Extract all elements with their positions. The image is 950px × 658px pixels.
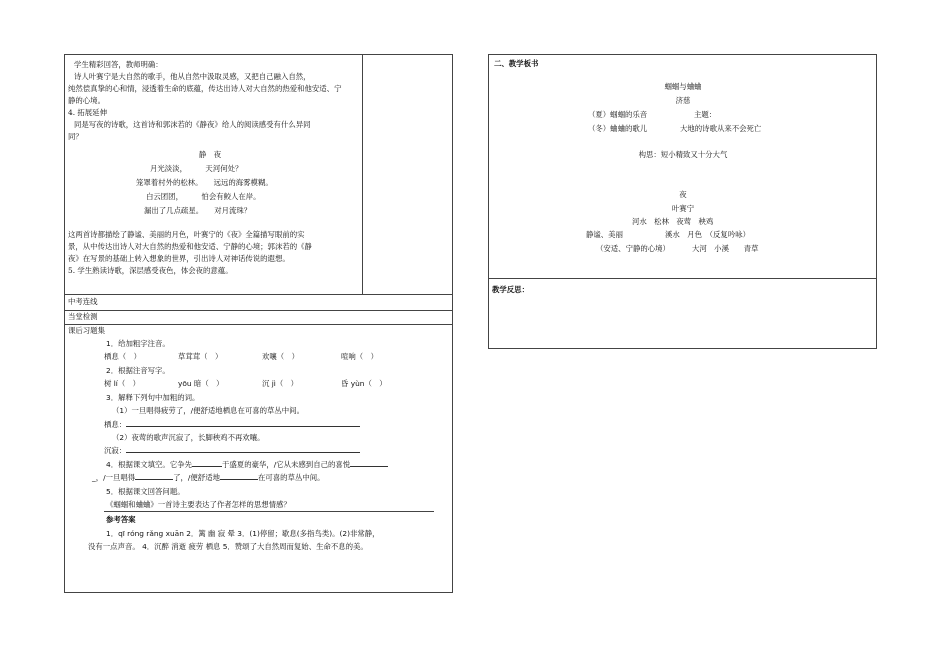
board-2-images-2: 溪水 月色 （反复吟咏）	[665, 230, 750, 239]
exercise-3: 3．解释下列句中加粗的词。	[106, 393, 200, 402]
poem-line: 漏出了几点疏星。 对月流珠？	[144, 206, 252, 215]
question-4-line-2: 同？	[68, 132, 83, 141]
answer-line-1: 这两首诗都描绘了静谧、美丽的月色，叶赛宁的《夜》全篇描写眼前的实	[68, 230, 305, 239]
section-5: 5. 学生熟读诗歌，深层感受夜色，体会夜的意蕴。	[68, 266, 233, 275]
exercise-2-item: yōu 暗（ ）	[178, 379, 224, 388]
right-row-divider	[488, 278, 877, 279]
exercise-1-item: 草茸茸（ ）	[178, 352, 223, 361]
exercise-5: 5．根据课文回答问题。	[106, 487, 185, 496]
row-exam-link: 中考连线	[68, 297, 98, 306]
exercise-5-question: 《蝈蝈和蛐蛐》一首诗主要表达了作者怎样的思想情感？	[106, 500, 291, 509]
answer-line-2: 景，从中传达出诗人对大自然的热爱和他安适、宁静的心境；郭沫若的《静	[68, 242, 312, 251]
board-1-title: 蝈蝈与蛐蛐	[664, 82, 702, 91]
analysis-line-3: 静的心境。	[68, 96, 105, 105]
exercise-2: 2．根据注音写字。	[106, 366, 170, 375]
exercise-3-answer-2: 沉寂：	[104, 446, 360, 456]
board-2-mood: （安适、宁静的心境）	[596, 244, 670, 253]
exercise-4-line-1: 4．根据课文填空。它争先 于盛夏的豪华，/它从未感到自己的喜悦	[106, 460, 388, 470]
poem-line: 笼罩着村外的松林。 远远的海雾模糊。	[136, 178, 273, 187]
board-header: 二、教学板书	[494, 59, 539, 68]
exercise-3-sentence-2: （2）夜莺的歌声沉寂了，长脚秧鸡不再欢嚷。	[112, 433, 265, 442]
poem-line: 月光淡淡， 天河何处？	[150, 164, 243, 173]
board-1-winter: （冬）蛐蛐的歌儿	[588, 124, 648, 133]
exercise-5-rule	[104, 511, 434, 512]
board-1-theme: 大地的诗歌从来不会死亡	[680, 124, 762, 133]
board-1-concept: 构思：短小精致又十分大气	[638, 150, 728, 159]
exercise-2-item: 沉 jì（ ）	[262, 379, 299, 388]
board-2-title: 夜	[679, 190, 687, 199]
reference-answers-title: 参考答案	[106, 515, 136, 524]
reference-answers-line-2: 没有一点声音。 4．沉醉 消逝 疲劳 栖息 5．赞颂了大自然周而复始、生命不息的美。	[88, 542, 368, 551]
row-homework: 课后习题集	[68, 326, 105, 335]
board-2-images: 河水 松林 夜莺 秧鸡	[632, 217, 714, 226]
board-2-images-3: 大河 小溪 青草	[692, 244, 759, 253]
exercise-3-answer-1: 栖息：	[104, 420, 360, 430]
teaching-reflection-label: 教学反思：	[492, 285, 529, 294]
teacher-note: 学生精彩回答，教师明确：	[74, 60, 163, 69]
board-2-feel: 静谧、美丽	[586, 230, 623, 239]
row-divider-2	[64, 310, 453, 311]
board-1-summer: （夏）蝈蝈的乐音	[588, 110, 648, 119]
board-1-theme-label: 主题：	[694, 110, 717, 119]
section-4-heading: 4. 拓展延伸	[68, 108, 107, 117]
exercise-2-item: 昏 yùn（ ）	[341, 379, 387, 388]
row-divider-3	[64, 324, 453, 325]
exercise-4-line-2: _，/一旦唱得 了，/便舒适地 在可喜的草丛中间。	[92, 473, 325, 482]
answer-line-3: 夜》在写景的基础上转入想象的世界，引出诗人对神话传说的遐想。	[68, 254, 290, 263]
board-1-author: 济慈	[675, 96, 691, 105]
exercise-1: 1．给加粗字注音。	[106, 339, 170, 348]
exercise-2-item: 树 lí（ ）	[104, 379, 141, 388]
poem-title: 静 夜	[198, 150, 222, 159]
row-divider-1	[64, 294, 453, 295]
board-2-author: 叶赛宁	[671, 204, 695, 213]
left-column-divider	[362, 54, 363, 294]
exercise-3-sentence-1: （1）一旦唱得疲劳了，/便舒适地栖息在可喜的草丛中间。	[112, 406, 304, 415]
analysis-line-2: 纯然偿真挚的心和情，浸透着生命的底蕴，传达出诗人对大自然的热爱和他安适、宁	[68, 84, 342, 93]
reference-answers-line-1: 1．qī róng rǎng xuān 2．篱 幽 寂 晕 3．(1)停留；歇息(多指鸟类)。(2)非常静，	[106, 529, 380, 538]
poem-line: 白云团团， 怕会有鲛人在岸。	[146, 192, 261, 201]
row-class-test: 当堂检测	[68, 312, 98, 321]
question-4-line-1: 同是写夜的诗歌，这首诗和郭沫若的《静夜》给人的阅读感受有什么异同	[74, 120, 311, 129]
exercise-1-item: 喧响（ ）	[341, 352, 378, 361]
exercise-1-item: 栖息（ ）	[104, 352, 141, 361]
exercise-1-item: 欢嚷（ ）	[262, 352, 299, 361]
analysis-line-1: 诗人叶赛宁是大自然的歌手，他从自然中汲取灵感，又把自己融入自然，	[74, 72, 311, 81]
